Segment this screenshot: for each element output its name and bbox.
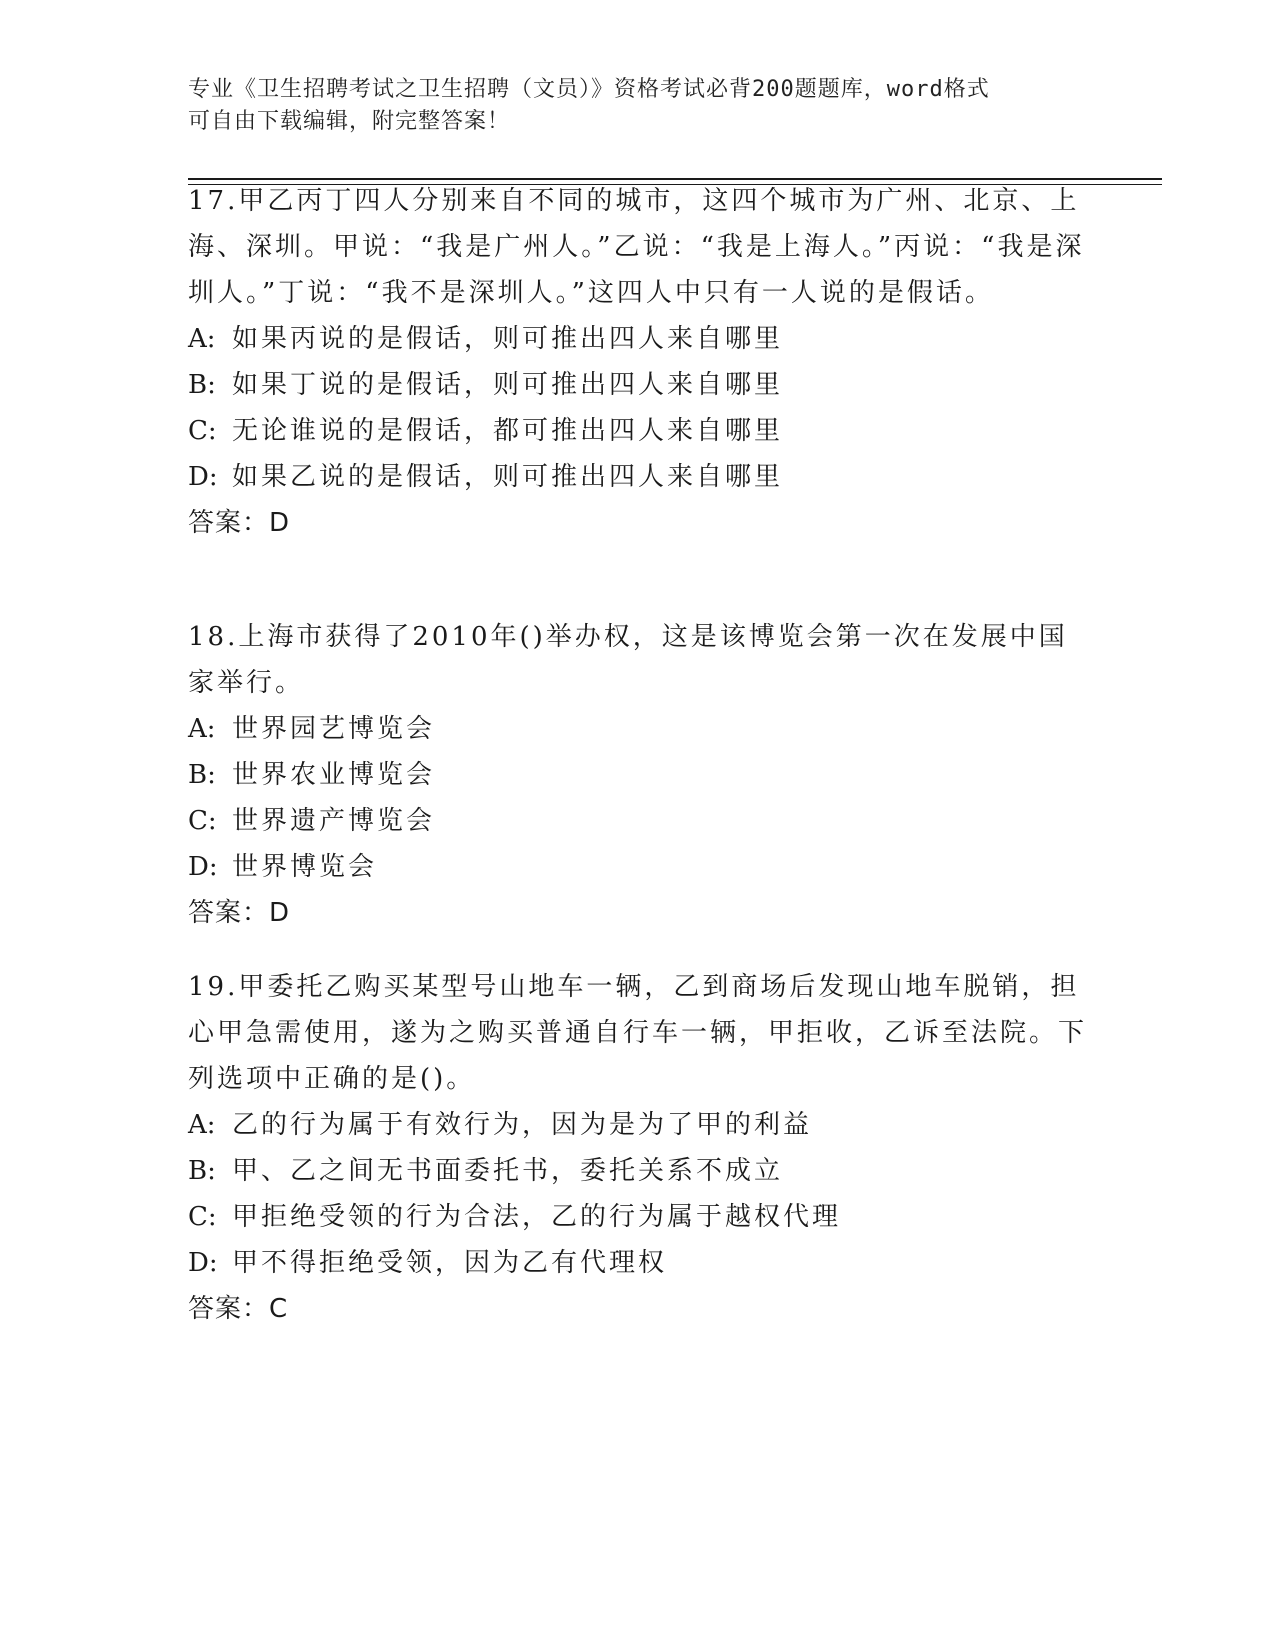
option-a <box>188 1102 1088 1148</box>
option-letter: B: <box>188 1156 216 1186</box>
option-text: 世界园艺博览会 <box>232 714 436 744</box>
option-text: 世界农业博览会 <box>232 760 436 790</box>
header-line-1: 专业《卫生招聘考试之卫生招聘（文员）》资格考试必背200题题库，word格式 <box>188 77 990 102</box>
option-d <box>188 1240 1088 1286</box>
option-b <box>188 362 1088 408</box>
question-text: 18.上海市获得了2010年()举办权，这是该博览会第一次在发展中国家举行。 <box>188 622 1068 698</box>
option-b <box>188 752 1088 798</box>
option-letter: A: <box>188 1110 216 1140</box>
option-c <box>188 408 1088 454</box>
option-text: 甲、乙之间无书面委托书，委托关系不成立 <box>232 1156 784 1186</box>
answer-line: 答案：D <box>188 898 291 928</box>
option-letter: A: <box>188 324 216 354</box>
option-a <box>188 316 1088 362</box>
option-letter: D: <box>188 462 218 492</box>
option-c <box>188 798 1088 844</box>
document-header <box>188 74 1088 138</box>
option-text: 甲拒绝受领的行为合法，乙的行为属于越权代理 <box>232 1202 842 1232</box>
option-letter: D: <box>188 1248 218 1278</box>
question-18 <box>188 614 1088 936</box>
option-text: 如果乙说的是假话，则可推出四人来自哪里 <box>232 462 784 492</box>
question-text: 17.甲乙丙丁四人分别来自不同的城市，这四个城市为广州、北京、上海、深圳。甲说：“我是广州人。”乙说：“我是上海人。”丙说：“我是深圳人。”丁说：“我不是深圳人。”这四人中只有一人说的是假话。 <box>188 186 1085 308</box>
option-a <box>188 706 1088 752</box>
option-letter: C: <box>188 806 217 836</box>
option-text: 如果丙说的是假话，则可推出四人来自哪里 <box>232 324 784 354</box>
option-text: 如果丁说的是假话，则可推出四人来自哪里 <box>232 370 784 400</box>
option-letter: B: <box>188 370 216 400</box>
answer-line: 答案：C <box>188 1294 289 1324</box>
option-b <box>188 1148 1088 1194</box>
option-letter: D: <box>188 852 218 882</box>
option-text: 无论谁说的是假话，都可推出四人来自哪里 <box>232 416 784 446</box>
option-letter: C: <box>188 1202 217 1232</box>
question-text: 19.甲委托乙购买某型号山地车一辆，乙到商场后发现山地车脱销，担心甲急需使用，遂为之购买普通自行车一辆，甲拒收，乙诉至法院。下列选项中正确的是()。 <box>188 972 1088 1094</box>
header-line-2: 可自由下载编辑，附完整答案！ <box>188 109 511 134</box>
option-d <box>188 454 1088 500</box>
option-letter: B: <box>188 760 216 790</box>
option-text: 甲不得拒绝受领，因为乙有代理权 <box>232 1248 668 1278</box>
option-d <box>188 844 1088 890</box>
option-c <box>188 1194 1088 1240</box>
option-letter: C: <box>188 416 217 446</box>
question-19 <box>188 964 1088 1332</box>
answer-line: 答案：D <box>188 508 291 538</box>
option-letter: A: <box>188 714 216 744</box>
question-17 <box>188 178 1088 546</box>
option-text: 世界博览会 <box>232 852 378 882</box>
option-text: 乙的行为属于有效行为，因为是为了甲的利益 <box>232 1110 813 1140</box>
option-text: 世界遗产博览会 <box>232 806 436 836</box>
